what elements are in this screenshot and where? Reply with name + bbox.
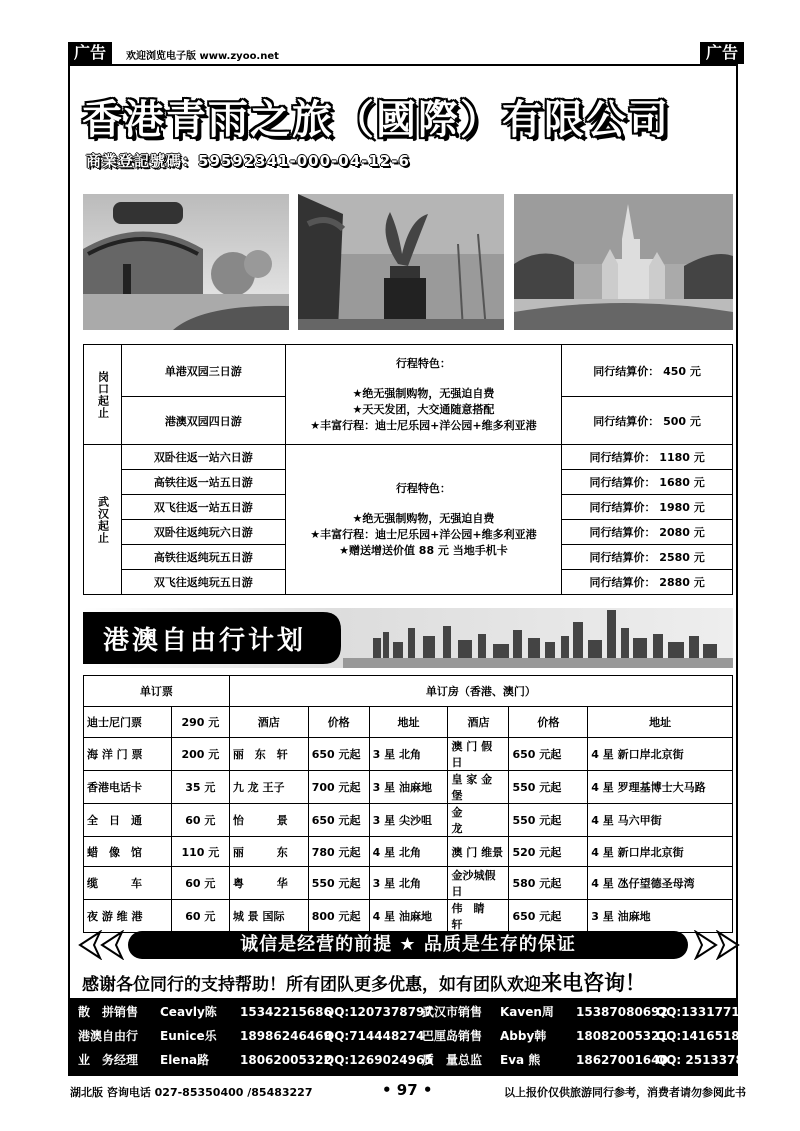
tour-features-gangkou: 行程特色： ★绝无强制购物，无强迫自费 ★天天发团，大交通随意搭配 ★丰富行程：迪士尼乐园+洋公园+维多利亚港 xyxy=(285,345,562,445)
booking-table xyxy=(83,675,733,933)
tour-name: 双飞往返纯玩五日游 xyxy=(121,570,285,595)
ticket-price: 60 元 xyxy=(171,900,229,933)
table-row xyxy=(84,771,733,804)
page-number: • 97 • xyxy=(382,1081,433,1099)
ticket-price: 200 元 xyxy=(171,738,229,771)
contact-panel: 散 拼销售 Ceavly陈 15342215686 QQ:1207378797 武汉市销售 Kaven周 15387080692 QQ:133177102 港澳自由行 Eunice乐 18986246469 QQ:714448274 巴厘岛销售 Abby韩 18082005321 QQ:1416518354 业 务经理 Elena路 18062005322 QQ:1269024965 质 量总监 Eva 熊 18627001640 QQ: 251337877 xyxy=(70,998,736,1074)
tickets-header: 单订票 xyxy=(84,676,230,707)
hotel-price: 550 元起 xyxy=(308,867,369,900)
tour-price: 同行结算价： 450 元 xyxy=(562,345,733,397)
slogan: 诚信是经营的前提 ★ 品质是生存的保证 xyxy=(128,931,688,959)
origin-gangkou: 岗口起止 xyxy=(84,345,122,445)
tour-price-table xyxy=(83,344,733,595)
hotel-name: 丽 东 轩 xyxy=(229,738,308,771)
hotel-address: 4 星 油麻地 xyxy=(369,900,448,933)
hotel-price: 800 元起 xyxy=(308,900,369,933)
hotel-price: 650 元起 xyxy=(509,900,588,933)
hotel-name: 澳 门 假 日 xyxy=(448,738,509,771)
ticket-price: 60 元 xyxy=(171,804,229,837)
hotel-name: 皇 家 金 堡 xyxy=(448,771,509,804)
tour-price: 同行结算价： 1180 元 xyxy=(562,445,733,470)
hotel-address: 3 星 油麻地 xyxy=(588,900,733,933)
company-name: 香港青雨之旅（國際）有限公司 xyxy=(82,97,670,143)
hotel-address: 4 星 新口岸北京街 xyxy=(588,837,733,867)
tour-name: 高铁往返纯玩五日游 xyxy=(121,545,285,570)
hotel-price: 580 元起 xyxy=(509,867,588,900)
hotel-name: 澳 门 维景 xyxy=(448,837,509,867)
col-header-price: 价格 xyxy=(509,707,588,738)
tour-price: 同行结算价： 1680 元 xyxy=(562,470,733,495)
hotel-name: 城 景 国际 xyxy=(229,900,308,933)
thanks-line: 感谢各位同行的支持帮助！所有团队更多优惠，如有团队欢迎来电咨询！ xyxy=(82,971,646,995)
ad-label-right: 广告 xyxy=(700,42,744,64)
registration-number: 商業登記號碼：59592341-000-04-12-6 xyxy=(86,152,410,170)
free-travel-banner xyxy=(83,608,733,668)
golden-bauhinia-photo xyxy=(298,194,504,330)
ocean-park-photo xyxy=(83,194,289,330)
hotel-price: 520 元起 xyxy=(509,837,588,867)
hotel-address: 4 星 北角 xyxy=(369,837,448,867)
ad-label-left: 广告 xyxy=(68,42,112,64)
rooms-header: 单订房（香港、澳门） xyxy=(229,676,732,707)
ticket-price: 290 元 xyxy=(171,707,229,738)
tour-price: 同行结算价： 2080 元 xyxy=(562,520,733,545)
hotel-address: 4 星 罗理基博士大马路 xyxy=(588,771,733,804)
col-header-price: 价格 xyxy=(308,707,369,738)
welcome-text: 欢迎浏览电子版 www.zyoo.net xyxy=(126,51,279,62)
tour-name: 双卧往返纯玩六日游 xyxy=(121,520,285,545)
banner-title: 港澳自由行计划 xyxy=(103,626,307,656)
table-row xyxy=(84,867,733,900)
col-header-address: 地址 xyxy=(369,707,448,738)
ticket-name: 蜡 像 馆 xyxy=(84,837,172,867)
tour-name: 港澳双园四日游 xyxy=(121,397,285,445)
tour-name: 双卧往返一站六日游 xyxy=(121,445,285,470)
hotel-name: 伟 睛 轩 xyxy=(448,900,509,933)
left-arrows-icon xyxy=(76,930,126,960)
hotel-price: 550 元起 xyxy=(509,771,588,804)
col-header-hotel: 酒店 xyxy=(448,707,509,738)
table-row xyxy=(84,804,733,837)
hotel-address: 4 星 马六甲街 xyxy=(588,804,733,837)
hotel-address: 4 星 氹仔望德圣母湾 xyxy=(588,867,733,900)
hotel-name: 金 龙 xyxy=(448,804,509,837)
disney-castle-photo xyxy=(514,194,733,330)
ticket-price: 35 元 xyxy=(171,771,229,804)
hotel-price: 550 元起 xyxy=(509,804,588,837)
hotel-price: 780 元起 xyxy=(308,837,369,867)
tour-price: 同行结算价： 2880 元 xyxy=(562,570,733,595)
hotel-name: 粤 华 xyxy=(229,867,308,900)
hotel-price: 700 元起 xyxy=(308,771,369,804)
hotel-address: 3 星 油麻地 xyxy=(369,771,448,804)
origin-wuhan: 武汉起止 xyxy=(84,445,122,595)
tour-features-wuhan: 行程特色： ★绝无强制购物，无强迫自费 ★丰富行程：迪士尼乐园+洋公园+维多利亚港 ★赠送增送价值 88 元 当地手机卡 xyxy=(285,445,562,595)
hotel-name: 九 龙 王子 xyxy=(229,771,308,804)
tour-name: 双飞往返一站五日游 xyxy=(121,495,285,520)
hotel-price: 650 元起 xyxy=(308,804,369,837)
ticket-name: 海 洋 门 票 xyxy=(84,738,172,771)
footer-left: 湖北版 咨询电话 027-85350400 /85483227 xyxy=(70,1086,313,1099)
right-arrows-icon xyxy=(692,930,742,960)
tour-name: 单港双园三日游 xyxy=(121,345,285,397)
tour-price: 同行结算价： 2580 元 xyxy=(562,545,733,570)
tour-name: 高铁往返一站五日游 xyxy=(121,470,285,495)
table-row xyxy=(84,738,733,771)
ticket-name: 全 日 通 xyxy=(84,804,172,837)
ticket-name: 缆 车 xyxy=(84,867,172,900)
footer-right: 以上报价仅供旅游同行参考，消费者请勿参阅此书 xyxy=(504,1086,746,1099)
col-header-address: 地址 xyxy=(588,707,733,738)
ticket-price: 60 元 xyxy=(171,867,229,900)
hotel-address: 3 星 尖沙咀 xyxy=(369,804,448,837)
hotel-address: 3 星 北角 xyxy=(369,738,448,771)
col-header-hotel: 酒店 xyxy=(229,707,308,738)
tour-price: 同行结算价： 1980 元 xyxy=(562,495,733,520)
ticket-name: 迪士尼门票 xyxy=(84,707,172,738)
hotel-address: 4 星 新口岸北京街 xyxy=(588,738,733,771)
hotel-name: 怡 景 xyxy=(229,804,308,837)
tour-price: 同行结算价： 500 元 xyxy=(562,397,733,445)
table-row xyxy=(84,837,733,867)
hotel-name: 金沙城假日 xyxy=(448,867,509,900)
hotel-name: 丽 东 xyxy=(229,837,308,867)
table-row xyxy=(84,900,733,933)
hotel-price: 650 元起 xyxy=(308,738,369,771)
ticket-name: 香港电话卡 xyxy=(84,771,172,804)
ticket-name: 夜 游 维 港 xyxy=(84,900,172,933)
ticket-price: 110 元 xyxy=(171,837,229,867)
hotel-price: 650 元起 xyxy=(509,738,588,771)
hotel-address: 3 星 北角 xyxy=(369,867,448,900)
